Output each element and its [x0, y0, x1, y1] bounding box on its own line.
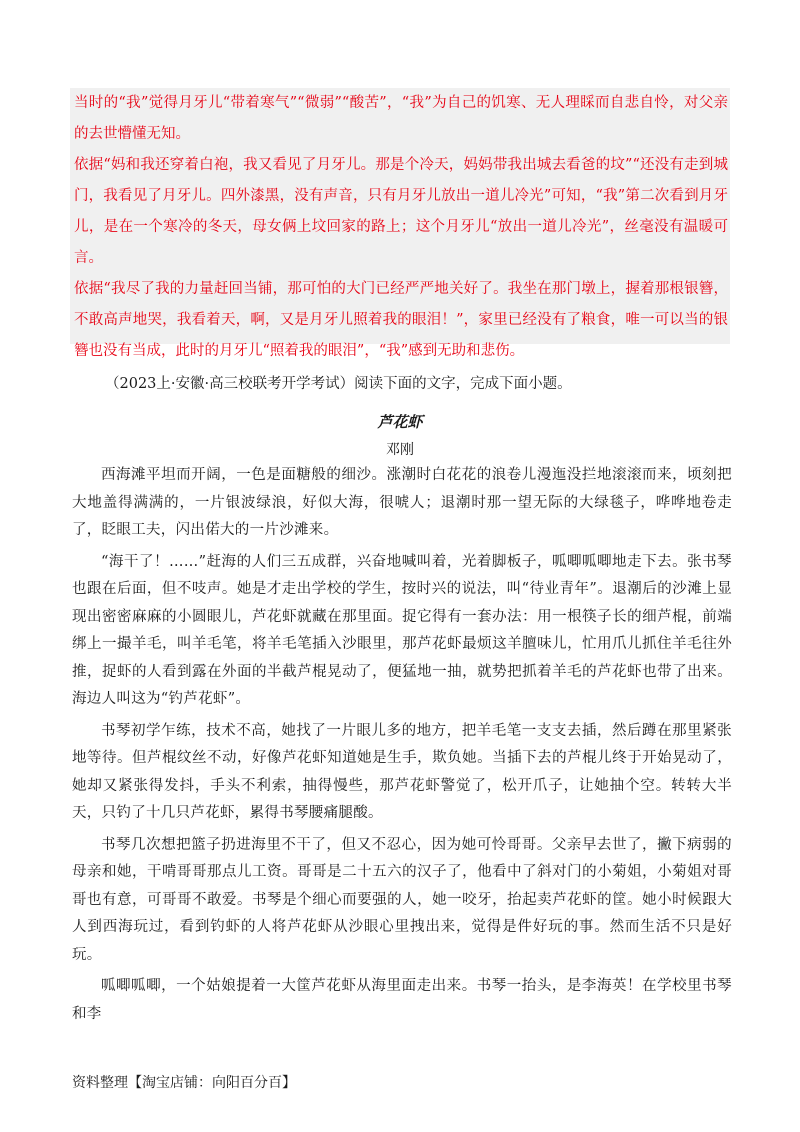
article-paragraph-3: 书琴初学乍练，技术不高，她找了一片眼儿多的地方，把羊毛笔一支支去插，然后蹲在那里紧张地等待。但芦棍纹丝不动，好像芦花虾知道她是生手，欺负她。当插下去的芦棍儿终于开始晃动了，她却又紧张得发抖，手头不利索，抽得慢些，那芦花虾警觉了，松开爪子，让她抽个空。转转大半天，只钓了十几只芦花虾，累得书琴腰痛腿酸。	[72, 722, 732, 821]
article-paragraph-2: “海干了！……”赶海的人们三五成群，兴奋地喊叫着，光着脚板子，呱唧呱唧地走下去。张书琴也跟在后面，但不吱声。她是才走出学校的学生，按时兴的说法，叫“待业青年”。退潮后的沙滩上显现出密密麻麻的小圆眼儿，芦花虾就藏在那里面。捉它得有一套办法：用一根筷子长的细芦棍，前端绑上一撮羊毛，叫羊毛笔，将羊毛笔插入沙眼里，那芦花虾最烦这羊膻味儿，忙用爪儿抓住羊毛往外推，捉虾的人看到露在外面的半截芦棍晃动了，便猛地一抽，就势把抓着羊毛的芦花虾也带了出来。海边人叫这为“钓芦花虾”。	[72, 553, 732, 707]
article-title: 芦花虾	[377, 413, 423, 431]
answer-paragraph-2: 依据“妈和我还穿着白袍，我又看见了月牙儿。那是个冷天，妈妈带我出城去看爸的坟”“还没有走到城门，我看见了月牙儿。四外漆黑，没有声音，只有月牙儿放出一道儿冷光”可知，“我”第二次看到月牙儿，是在一个寒冷的冬天，母女俩上坟回家的路上；这个月牙儿“放出一道儿冷光”，丝毫没有温暖可言。	[74, 157, 728, 266]
article-author: 邓刚	[386, 442, 414, 458]
answer-paragraph-1: 当时的“我”觉得月牙儿“带着寒气”“微弱”“酸苦”，“我”为自己的饥寒、无人理睬而自悲自怜，对父亲的去世懵懂无知。	[74, 95, 728, 142]
page-footer: 资料整理【淘宝店铺：向阳百分百】	[72, 1075, 296, 1091]
question-source: （2023上·安徽·高三校联考开学考试）阅读下面的文字，完成下面小题。	[105, 376, 572, 392]
article-body	[72, 462, 732, 1032]
article-paragraph-5: 呱唧呱唧，一个姑娘提着一大筐芦花虾从海里面走出来。书琴一抬头，是李海英！在学校里书琴和李	[72, 978, 732, 1022]
article-paragraph-1: 西海滩平坦而开阔，一色是面糖般的细沙。涨潮时白花花的浪卷儿漫迤没拦地滚滚而来，顷刻把大地盖得满满的，一片银波绿浪，好似大海，很唬人；退潮时那一望无际的大绿毯子，哗哗地卷走了，眨眼工夫，闪出偌大的一片沙滩来。	[72, 467, 732, 538]
article-paragraph-4: 书琴几次想把篮子扔进海里不干了，但又不忍心，因为她可怜哥哥。父亲早去世了，撇下病弱的母亲和她，干啃哥哥那点儿工资。哥哥是二十五六的汉子了，他看中了斜对门的小菊姐，小菊姐对哥哥也有意，可哥哥不敢爱。书琴是个细心而要强的人，她一咬牙，抬起卖芦花虾的筐。她小时候跟大人到西海玩过，看到钓虾的人将芦花虾从沙眼心里拽出来，觉得是件好玩的事。然而生活不只是好玩。	[72, 836, 732, 963]
answer-explanation-box	[70, 88, 730, 359]
answer-paragraph-3: 依据“我尽了我的力量赶回当铺，那可怕的大门已经严严地关好了。我坐在那门墩上，握着那根银簪，不敢高声地哭，我看着天，啊，又是月牙儿照着我的眼泪！”，家里已经没有了粮食，唯一可以当的银簪也没有当成，此时的月牙儿“照着我的眼泪”，“我”感到无助和悲伤。	[74, 281, 728, 359]
